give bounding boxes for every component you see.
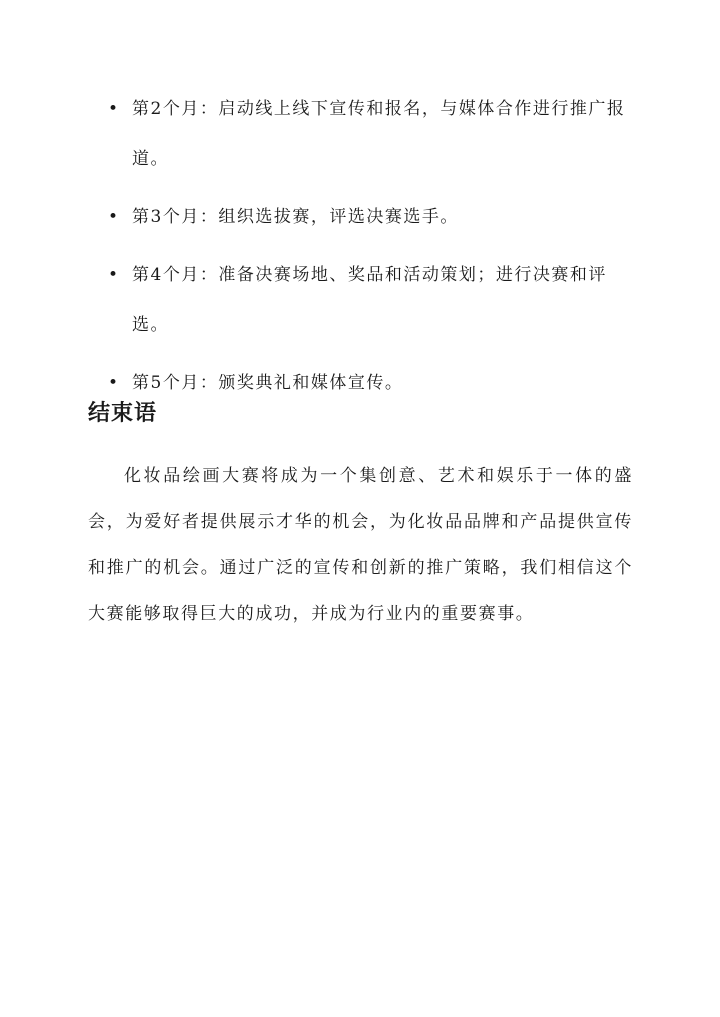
schedule-item-text: 第4个月：准备决赛场地、奖品和活动策划；进行决赛和评选。 [132, 265, 607, 335]
schedule-item-text: 第5个月：颁奖典礼和媒体宣传。 [132, 373, 404, 393]
list-item [108, 358, 633, 408]
schedule-item-text: 第2个月：启动线上线下宣传和报名，与媒体合作进行推广报道。 [132, 99, 626, 169]
schedule-list [108, 84, 633, 416]
conclusion-paragraph: 化妆品绘画大赛将成为一个集创意、艺术和娱乐于一体的盛会，为爱好者提供展示才华的机会，为化妆品品牌和产品提供宣传和推广的机会。通过广泛的宣传和创新的推广策略，我们相信这个大赛能够取得巨大的成功，并成为行业内的重要赛事。 [88, 466, 633, 624]
list-item [108, 192, 633, 242]
schedule-item-text: 第3个月：组织选拔赛，评选决赛选手。 [132, 207, 459, 227]
list-item [108, 250, 633, 350]
bullet-icon: • [108, 99, 120, 119]
bullet-icon: • [108, 265, 120, 285]
section-heading: 结束语 [88, 400, 158, 426]
bullet-icon: • [108, 207, 120, 227]
list-item [108, 84, 633, 184]
bullet-icon: • [108, 373, 120, 393]
